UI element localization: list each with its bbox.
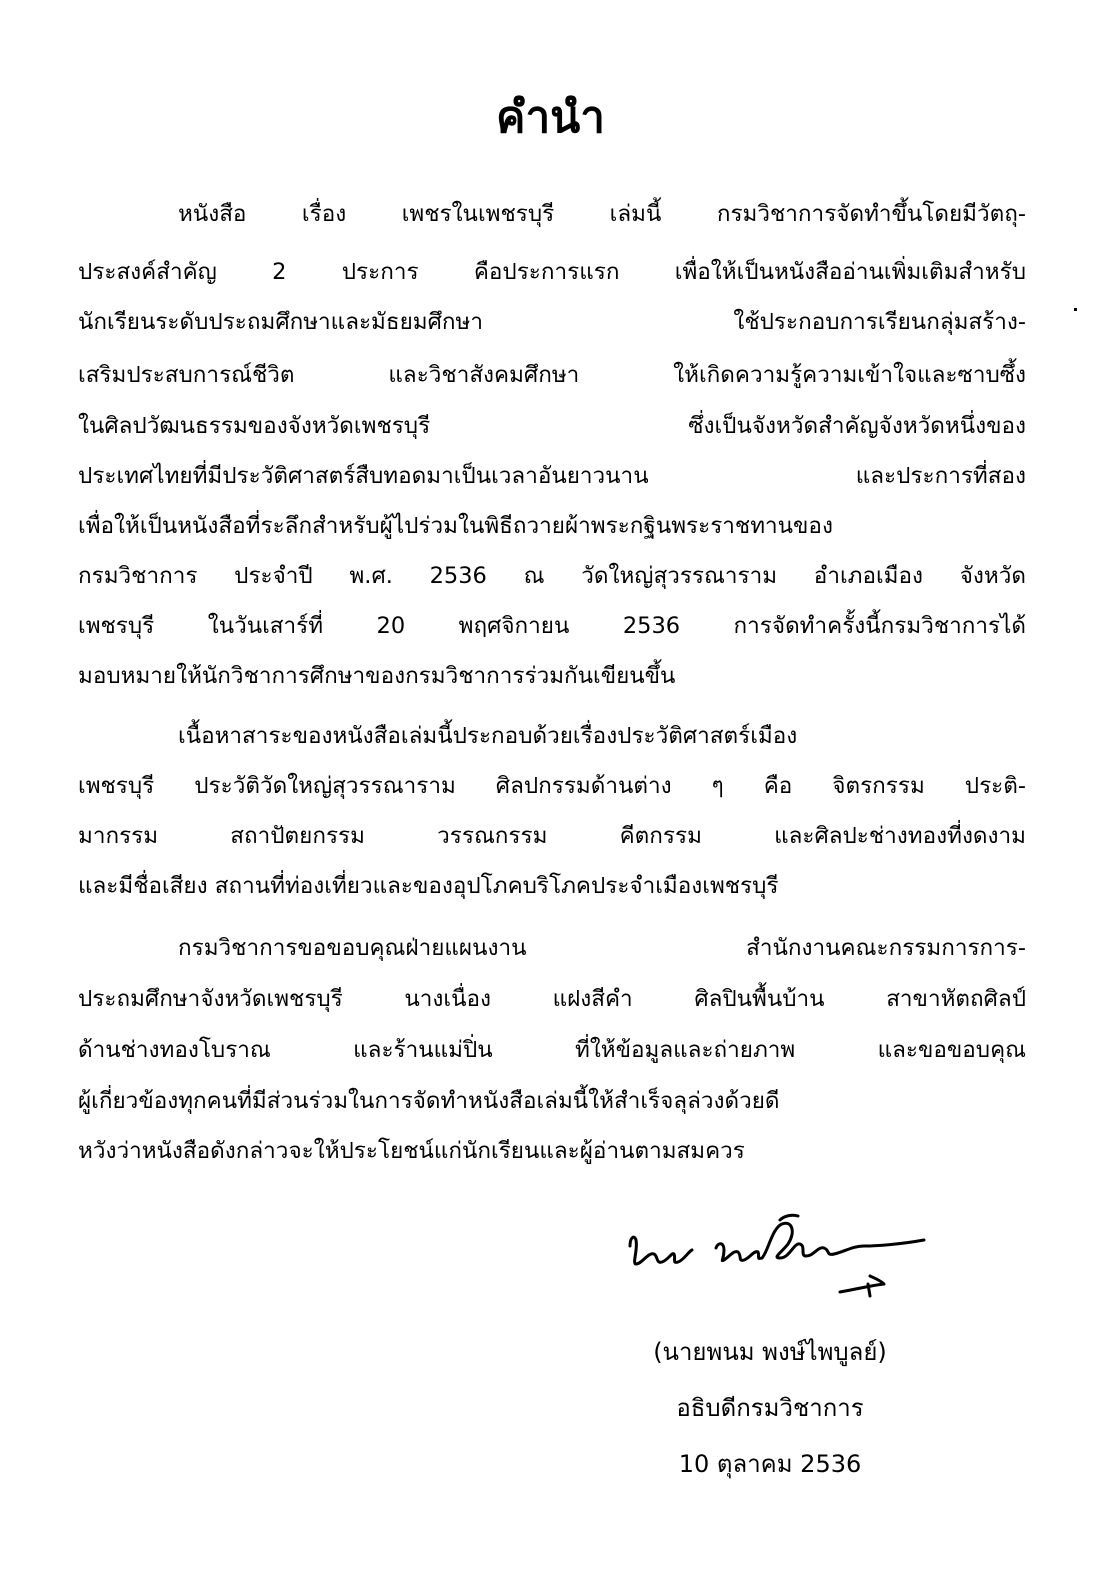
signatory-date: 10 ตุลาคม 2536 [678, 1450, 862, 1478]
paragraph3-line-4: ผู้เกี่ยวข้องทุกคนที่มีส่วนร่วมในการจัดทำหนังสือเล่มนี้ให้สำเร็จลุล่วงด้วยดี [78, 1088, 780, 1114]
paragraph1-line-4: เสริมประสบการณ์ชีวิต และวิชาสังคมศึกษา ให้เกิดความรู้ความเข้าใจและซาบซึ้ง [78, 362, 1026, 388]
paragraph1-line-9: เพชรบุรี ในวันเสาร์ที่ 20 พฤศจิกายน 2536 การจัดทำครั้งนี้กรมวิชาการได้ [78, 613, 1026, 639]
paragraph3-line-2: ประถมศึกษาจังหวัดเพชรบุรี นางเนื่อง แฝงสีคำ ศิลปินพื้นบ้าน สาขาหัตถศิลป์ [78, 986, 1026, 1012]
paragraph2-line-3: มากรรม สถาปัตยกรรม วรรณกรรม คีตกรรม และศิลปะช่างทองที่งดงาม [78, 823, 1026, 849]
scan-speck [1074, 308, 1077, 311]
paragraph1-line-8: กรมวิชาการ ประจำปี พ.ศ. 2536 ณ วัดใหญ่สุวรรณาราม อำเภอเมือง จังหวัด [78, 563, 1026, 589]
document-title: คำนำ [496, 92, 605, 143]
signatory-position: อธิบดีกรมวิชาการ [676, 1394, 864, 1422]
paragraph1-line-6: ประเทศไทยที่มีประวัติศาสตร์สืบทอดมาเป็นเวลาอันยาวนาน และประการที่สอง [78, 463, 1026, 489]
signatory-name: (นายพนม พงษ์ไพบูลย์) [653, 1338, 887, 1366]
paragraph3-line-5: หวังว่าหนังสือดังกล่าวจะให้ประโยชน์แก่นักเรียนและผู้อ่านตามสมควร [78, 1138, 745, 1164]
paragraph3-line-1: กรมวิชาการขอขอบคุณฝ่ายแผนงาน สำนักงานคณะกรรมการการ- [178, 935, 1026, 961]
paragraph1-line-5: ในศิลปวัฒนธรรมของจังหวัดเพชรบุรี ซึ่งเป็นจังหวัดสำคัญจังหวัดหนึ่งของ [78, 413, 1026, 439]
paragraph1-line-3: นักเรียนระดับประถมศึกษาและมัธยมศึกษา ใช้ประกอบการเรียนกลุ่มสร้าง- [78, 309, 1026, 335]
paragraph2-line-2: เพชรบุรี ประวัติวัดใหญ่สุวรรณาราม ศิลปกรรมด้านต่าง ๆ คือ จิตรกรรม ประติ- [78, 773, 1026, 799]
handwritten-signature [612, 1198, 952, 1318]
paragraph2-line-1: เนื้อหาสาระของหนังสือเล่มนี้ประกอบด้วยเรื่องประวัติศาสตร์เมือง [178, 723, 798, 749]
paragraph1-line-2: ประสงค์สำคัญ 2 ประการ คือประการแรก เพื่อให้เป็นหนังสืออ่านเพิ่มเติมสำหรับ [78, 259, 1026, 285]
paragraph1-line-1: หนังสือ เรื่อง เพชรในเพชรบุรี เล่มนี้ กรมวิชาการจัดทำขึ้นโดยมีวัตถุ- [178, 201, 1026, 227]
paragraph1-line-10: มอบหมายให้นักวิชาการศึกษาของกรมวิชาการร่วมกันเขียนขึ้น [78, 663, 676, 689]
paragraph2-line-4: และมีชื่อเสียง สถานที่ท่องเที่ยวและของอุปโภคบริโภคประจำเมืองเพชรบุรี [78, 873, 779, 899]
paragraph1-line-7: เพื่อให้เป็นหนังสือที่ระลึกสำหรับผู้ไปร่วมในพิธีถวายผ้าพระกฐินพระราชทานของ [78, 513, 833, 539]
paragraph3-line-3: ด้านช่างทองโบราณ และร้านแม่ปิ่น ที่ให้ข้อมูลและถ่ายภาพ และขอขอบคุณ [78, 1037, 1026, 1063]
